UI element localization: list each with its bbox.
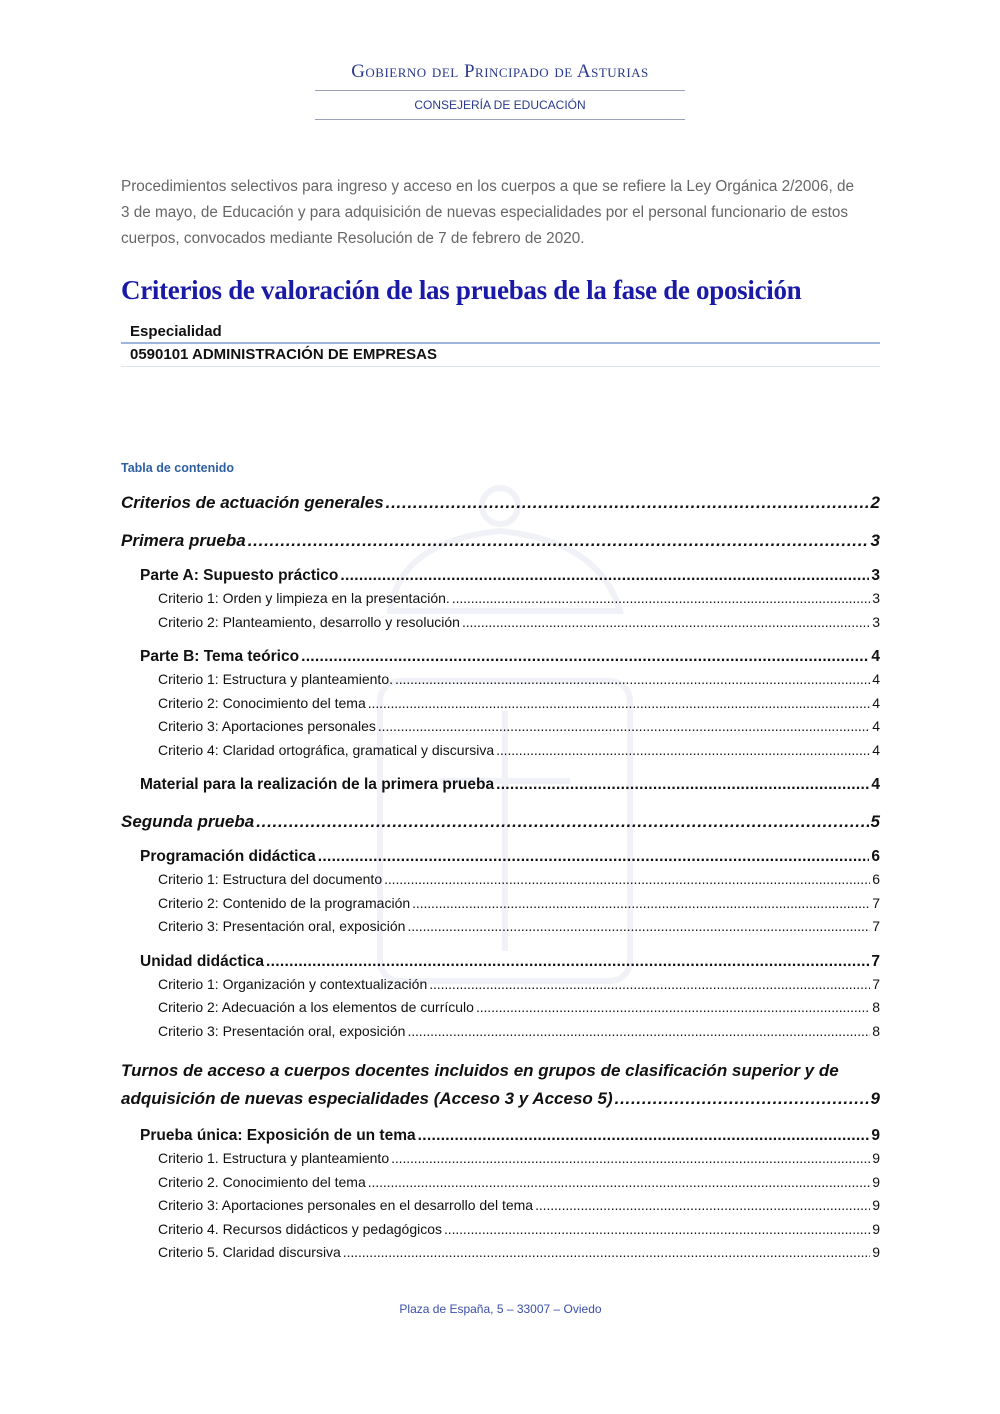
dot-leader xyxy=(452,587,870,611)
toc-entry-label: Primera prueba xyxy=(121,531,246,550)
dot-leader xyxy=(496,739,870,763)
dot-leader xyxy=(266,951,869,973)
toc-entry-label: Prueba única: Exposición de un tema xyxy=(140,1127,416,1144)
toc-page-number: 9 xyxy=(872,1244,880,1260)
toc-entry-label: Criterio 2. Conocimiento del tema xyxy=(158,1173,366,1190)
toc-page-number: 4 xyxy=(872,671,880,687)
toc-entry[interactable] xyxy=(121,491,880,515)
table-of-contents xyxy=(121,491,880,1265)
dot-leader xyxy=(386,491,869,515)
dot-leader xyxy=(535,1194,870,1218)
dot-leader xyxy=(368,1171,870,1195)
dot-leader xyxy=(368,692,870,716)
toc-page-number: 7 xyxy=(871,952,880,970)
toc-entry-label: Criterio 3: Aportaciones personales en el desarrollo del tema xyxy=(158,1197,534,1213)
toc-entry-label: Criterio 3: Presentación oral, exposición xyxy=(158,918,406,934)
toc-entry[interactable] xyxy=(121,1218,880,1242)
toc-page-number: 3 xyxy=(872,613,880,630)
dot-leader xyxy=(418,1125,870,1147)
toc-entry[interactable] xyxy=(121,1194,880,1218)
toc-entry-line xyxy=(121,1085,880,1113)
toc-page-number: 6 xyxy=(871,848,880,865)
toc-entry[interactable] xyxy=(121,996,880,1020)
dot-leader xyxy=(407,915,870,939)
toc-entry[interactable] xyxy=(121,1125,880,1147)
dot-leader xyxy=(384,868,870,892)
toc-page-number: 3 xyxy=(870,531,880,550)
table-of-contents-wrapper xyxy=(121,491,880,1265)
dot-leader xyxy=(378,715,870,739)
toc-entry-label: Turnos de acceso a cuerpos docentes incluidos en grupos de clasificación superior y de xyxy=(121,1061,839,1080)
toc-entry-label: Criterio 1: Estructura y planteamiento. xyxy=(158,671,393,687)
toc-entry[interactable] xyxy=(121,846,880,868)
content-column xyxy=(121,174,880,1317)
dot-leader xyxy=(395,668,870,692)
toc-page-number: 4 xyxy=(872,741,880,758)
page-title: Criterios de valoración de las pruebas de la fase de oposición xyxy=(121,275,802,305)
toc-entry-label: Criterio 5. Claridad discursiva xyxy=(158,1244,341,1260)
toc-entry-label: Segunda prueba xyxy=(121,812,255,831)
dot-leader xyxy=(256,810,868,834)
toc-entry[interactable] xyxy=(121,565,880,587)
toc-entry[interactable] xyxy=(121,715,880,739)
dot-leader xyxy=(343,1241,870,1265)
toc-page-number: 7 xyxy=(872,975,880,992)
toc-page-number: 7 xyxy=(872,894,880,911)
dot-leader xyxy=(391,1147,870,1171)
dot-leader xyxy=(462,611,870,635)
toc-entry[interactable] xyxy=(121,774,880,796)
dot-leader xyxy=(496,774,869,796)
dot-leader xyxy=(444,1218,870,1242)
toc-entry[interactable] xyxy=(121,868,880,892)
toc-page-number: 4 xyxy=(872,718,880,734)
toc-entry-label: Criterio 4. Recursos didácticos y pedagógicos xyxy=(158,1220,443,1237)
dot-leader xyxy=(248,529,869,553)
toc-entry-label: Criterio 1: Organización y contextualización xyxy=(158,975,428,992)
toc-entry[interactable] xyxy=(121,611,880,635)
dot-leader xyxy=(340,565,869,587)
toc-page-number: 3 xyxy=(871,567,880,584)
dot-leader xyxy=(407,1020,870,1044)
toc-entry-label: Criterio 2: Adecuación a los elementos de currículo xyxy=(158,999,474,1015)
toc-entry[interactable] xyxy=(121,1020,880,1044)
toc-entry-label: Parte A: Supuesto práctico xyxy=(140,567,339,584)
toc-entry-label: Criterio 2: Conocimiento del tema xyxy=(158,694,366,711)
toc-page-number: 8 xyxy=(872,999,880,1015)
toc-entry[interactable] xyxy=(121,739,880,763)
dot-leader xyxy=(476,996,870,1020)
toc-page-number: 4 xyxy=(872,694,880,711)
dot-leader xyxy=(301,646,869,668)
toc-entry-label: Criterio 1. Estructura y planteamiento xyxy=(158,1150,390,1166)
toc-entry[interactable] xyxy=(121,892,880,916)
header-divider xyxy=(315,119,685,120)
toc-page-number: 9 xyxy=(872,1173,880,1190)
toc-entry-label: Criterio 3: Presentación oral, exposición xyxy=(158,1022,406,1039)
toc-entry[interactable] xyxy=(121,810,880,834)
toc-entry[interactable] xyxy=(121,1147,880,1171)
toc-entry[interactable] xyxy=(121,951,880,973)
specialty-divider xyxy=(121,366,880,367)
toc-entry-label: Criterio 2: Contenido de la programación xyxy=(158,894,411,911)
intro-paragraph: Procedimientos selectivos para ingreso y acceso en los cuerpos a que se refiere la Ley Orgánica 2/2006, de 3 de mayo, de Educación y para adquisición de nuevas especialidades por el personal funcionario de estos cuerpos, convocados mediante Resolución de 7 de febrero de 2020. xyxy=(121,178,854,247)
toc-page-number: 9 xyxy=(872,1220,880,1237)
toc-page-number: 9 xyxy=(872,1197,880,1213)
toc-entry[interactable] xyxy=(121,587,880,611)
dot-leader xyxy=(318,846,870,868)
toc-page-number: 2 xyxy=(870,493,880,512)
toc-entry-label: adquisición de nuevas especialidades (Acceso 3 y Acceso 5) xyxy=(121,1089,613,1108)
toc-page-number: 8 xyxy=(872,1022,880,1039)
toc-entry-label: Criterio 2: Planteamiento, desarrollo y resolución xyxy=(158,613,460,630)
footer-address: Plaza de España, 5 – 33007 – Oviedo xyxy=(399,1301,602,1316)
toc-entry-label: Criterio 1: Estructura del documento xyxy=(158,871,383,887)
toc-entry-label: Criterio 1: Orden y limpieza en la presentación. xyxy=(158,590,450,606)
toc-page-number: 5 xyxy=(870,812,880,831)
toc-page-number: 9 xyxy=(872,1150,880,1166)
toc-entry[interactable] xyxy=(121,646,880,668)
header-org: Gobierno del Principado de Asturias xyxy=(351,61,649,82)
toc-page-number: 4 xyxy=(871,648,880,665)
toc-page-number: 3 xyxy=(872,590,880,606)
toc-entry[interactable] xyxy=(121,529,880,553)
toc-page-number: 9 xyxy=(871,1127,880,1144)
toc-entry[interactable] xyxy=(121,692,880,716)
toc-page-number: 7 xyxy=(872,918,880,934)
toc-entry[interactable] xyxy=(121,1171,880,1195)
toc-entry[interactable] xyxy=(121,1057,880,1113)
dot-leader xyxy=(615,1085,869,1113)
toc-entry[interactable] xyxy=(121,973,880,997)
toc-entry-label: Unidad didáctica xyxy=(140,952,265,970)
toc-page-number: 6 xyxy=(872,871,880,887)
toc-entry[interactable] xyxy=(121,915,880,939)
toc-entry-label: Programación didáctica xyxy=(140,848,316,865)
specialty-value: 0590101 ADMINISTRACIÓN DE EMPRESAS xyxy=(130,346,438,363)
toc-page-number: 9 xyxy=(870,1089,880,1108)
specialty-label: Especialidad xyxy=(130,323,222,340)
dot-leader xyxy=(429,973,870,997)
toc-entry-label: Criterios de actuación generales xyxy=(121,493,384,512)
dot-leader xyxy=(412,892,870,916)
header-dept: CONSEJERÍA DE EDUCACIÓN xyxy=(414,98,586,112)
toc-entry-label: Criterio 3: Aportaciones personales xyxy=(158,718,376,734)
toc-entry-label: Parte B: Tema teórico xyxy=(140,648,300,665)
toc-entry[interactable] xyxy=(121,668,880,692)
toc-page-number: 4 xyxy=(871,776,880,793)
toc-entry-label: Material para la realización de la primera prueba xyxy=(140,776,495,793)
toc-entry-label: Criterio 4: Claridad ortográfica, gramatical y discursiva xyxy=(158,741,495,758)
toc-entry[interactable] xyxy=(121,1241,880,1265)
toc-heading: Tabla de contenido xyxy=(121,461,234,475)
header-divider xyxy=(315,90,685,91)
